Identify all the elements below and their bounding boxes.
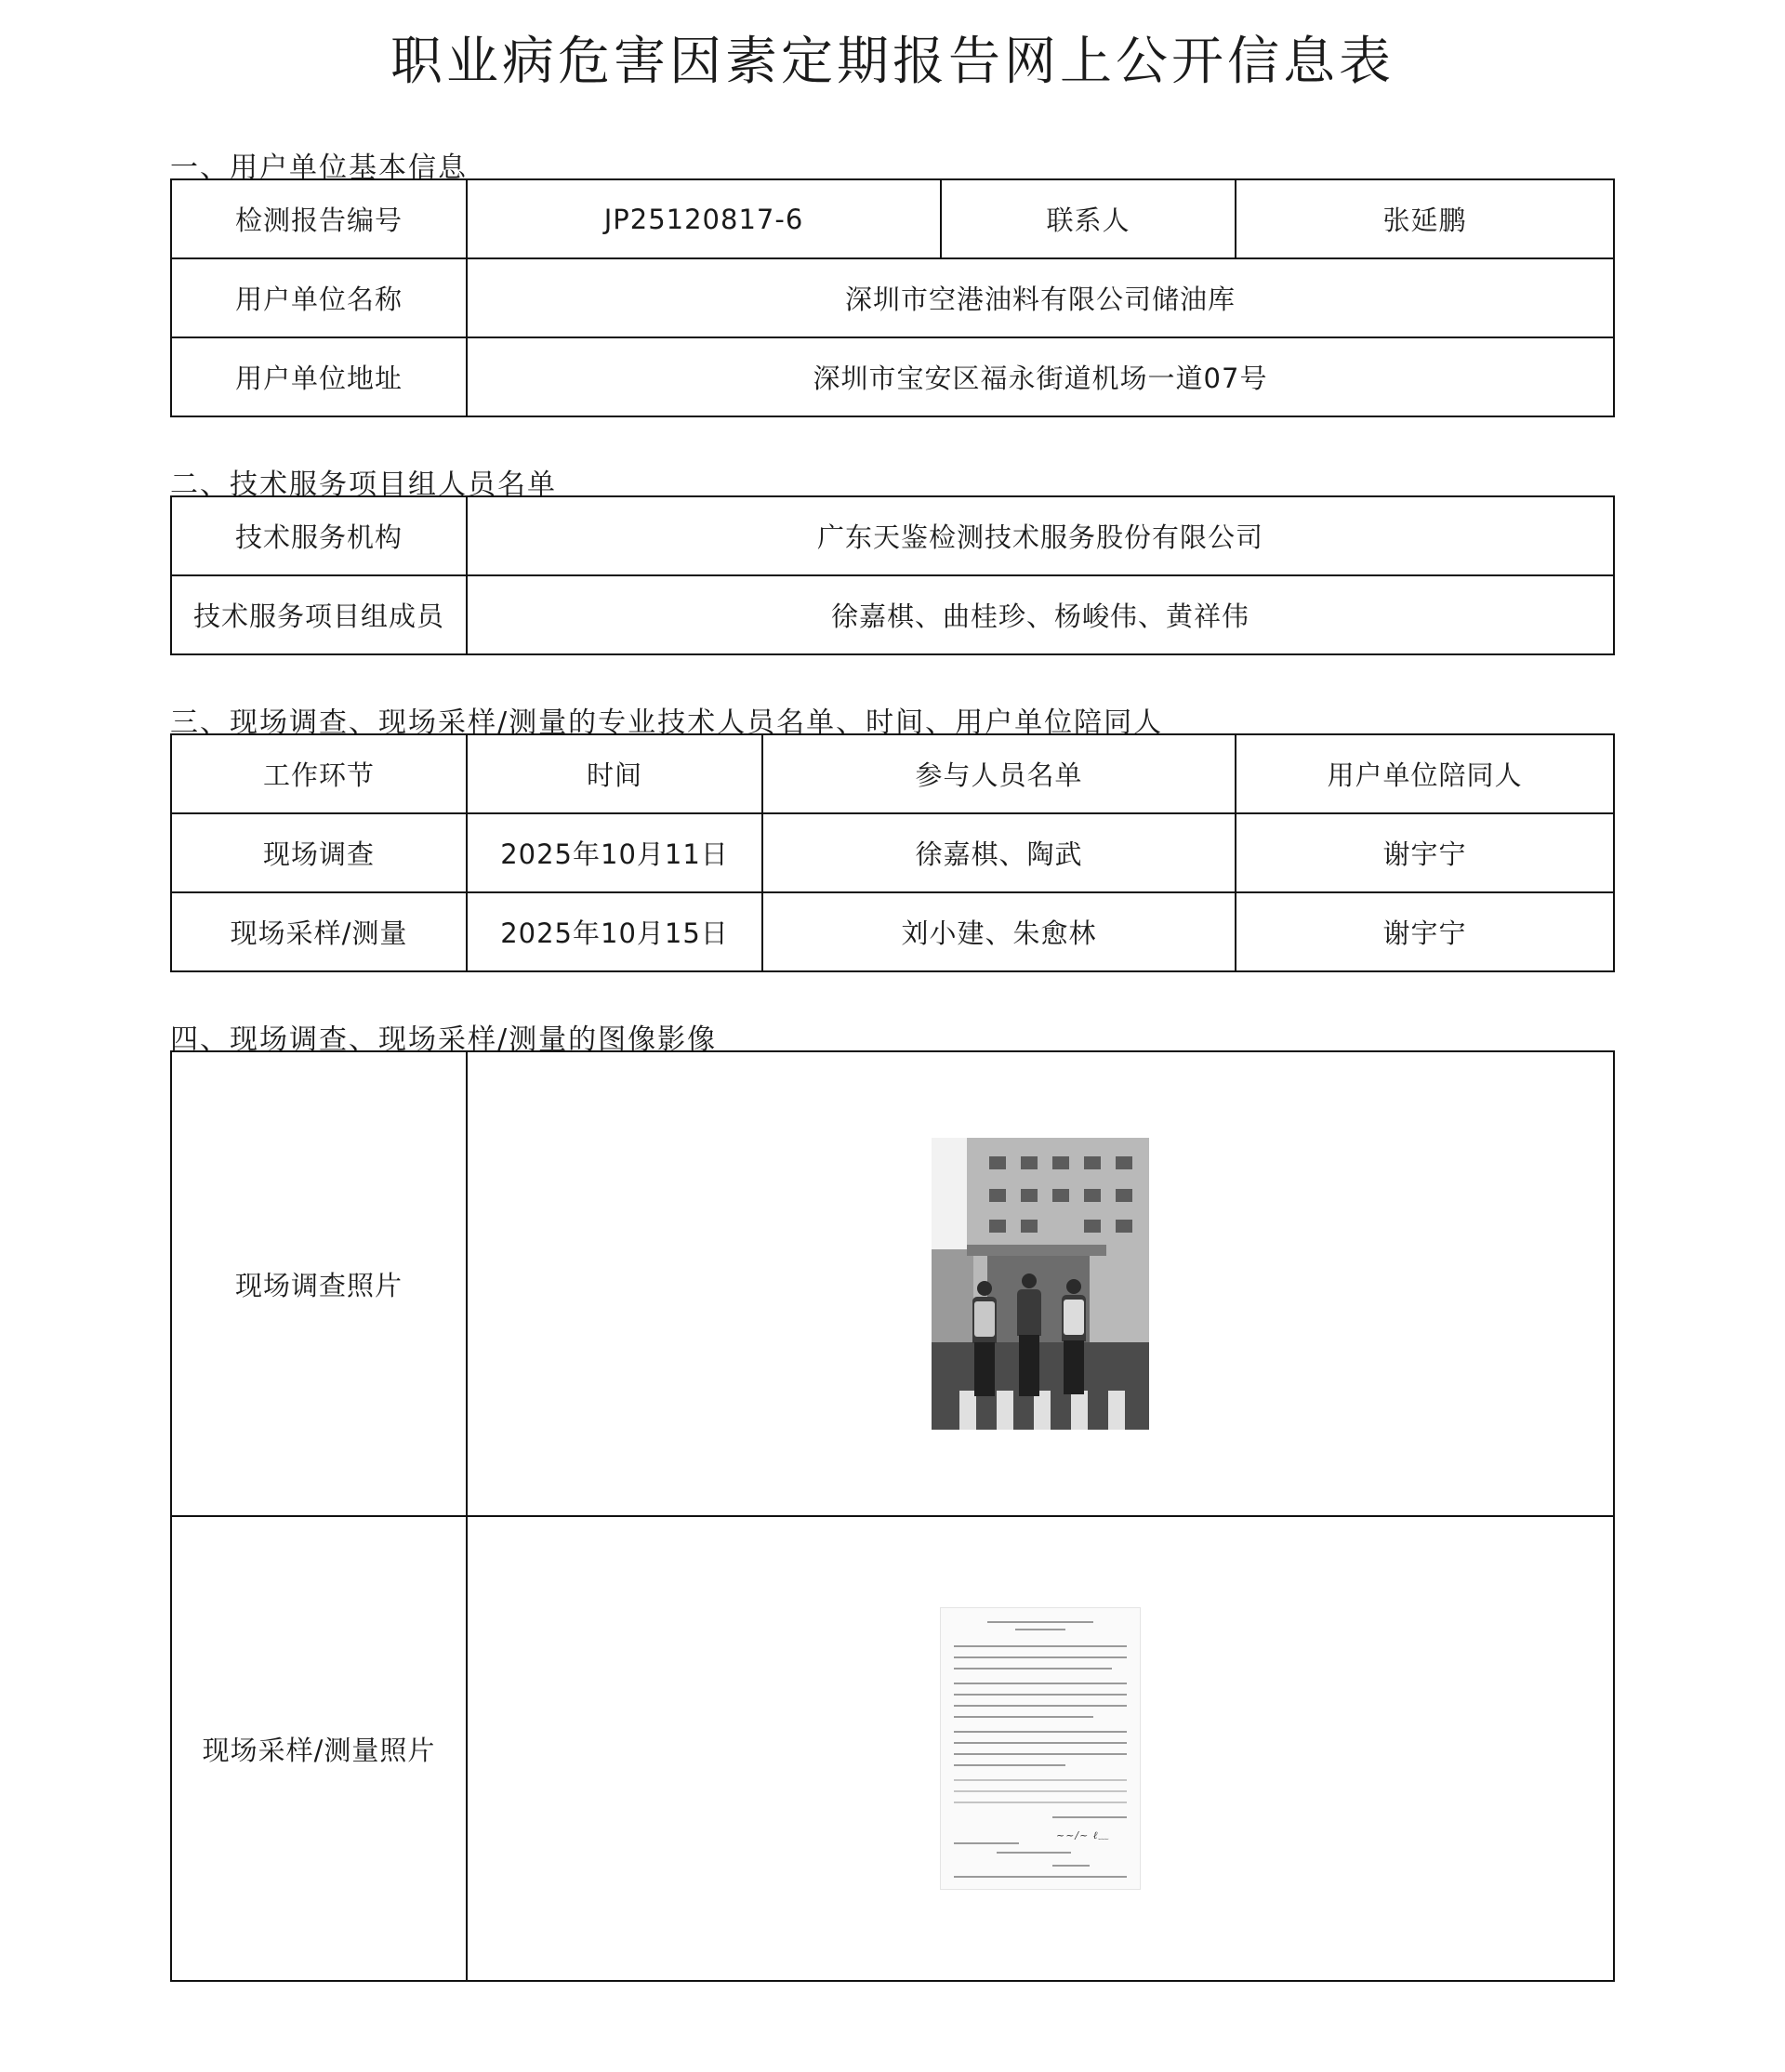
table-cell: 现场调查	[171, 813, 467, 892]
table-cell: 2025年10月11日	[467, 813, 762, 892]
column-header: 参与人员名单	[762, 734, 1236, 813]
table-row	[171, 258, 1614, 337]
unit-address-value: 深圳市宝安区福永街道机场一道07号	[467, 337, 1614, 416]
org-label: 技术服务机构	[171, 496, 467, 575]
field-work-table	[170, 733, 1615, 972]
site-survey-photo	[932, 1138, 1149, 1430]
table-header-row	[171, 734, 1614, 813]
photo-table	[170, 1050, 1615, 1982]
sampling-document-photo: ~~∕~ ℓ﹏	[940, 1607, 1141, 1890]
table-cell: 现场采样/测量	[171, 892, 467, 971]
section-1-heading: 一、用户单位基本信息	[170, 152, 468, 184]
page-title: 职业病危害因素定期报告网上公开信息表	[390, 32, 1395, 92]
section-2-heading: 二、技术服务项目组人员名单	[170, 469, 557, 501]
table-cell: 徐嘉棋、陶武	[762, 813, 1236, 892]
unit-info-table	[170, 178, 1615, 417]
table-row	[171, 1516, 1614, 1981]
table-cell: 谢宇宁	[1236, 892, 1614, 971]
column-header: 工作环节	[171, 734, 467, 813]
table-row	[171, 337, 1614, 416]
org-value: 广东天鉴检测技术服务股份有限公司	[467, 496, 1614, 575]
table-row	[171, 892, 1614, 971]
section-4-heading: 四、现场调查、现场采样/测量的图像影像	[170, 1023, 718, 1056]
column-header: 用户单位陪同人	[1236, 734, 1614, 813]
table-row	[171, 1051, 1614, 1516]
table-row	[171, 575, 1614, 654]
table-row	[171, 179, 1614, 258]
table-cell: 2025年10月15日	[467, 892, 762, 971]
survey-photo-cell	[467, 1051, 1614, 1516]
report-no-label: 检测报告编号	[171, 179, 467, 258]
table-cell: 谢宇宁	[1236, 813, 1614, 892]
report-no-value: JP25120817-6	[467, 179, 941, 258]
table-row	[171, 813, 1614, 892]
unit-name-label: 用户单位名称	[171, 258, 467, 337]
section-3-heading: 三、现场调查、现场采样/测量的专业技术人员名单、时间、用户单位陪同人	[170, 706, 1164, 739]
contact-value: 张延鹏	[1236, 179, 1614, 258]
table-row	[171, 496, 1614, 575]
unit-name-value: 深圳市空港油料有限公司储油库	[467, 258, 1614, 337]
tech-service-table	[170, 495, 1615, 655]
contact-label: 联系人	[941, 179, 1236, 258]
table-cell: 刘小建、朱愈林	[762, 892, 1236, 971]
column-header: 时间	[467, 734, 762, 813]
sampling-photo-cell	[467, 1516, 1614, 1981]
unit-address-label: 用户单位地址	[171, 337, 467, 416]
members-value: 徐嘉棋、曲桂珍、杨峻伟、黄祥伟	[467, 575, 1614, 654]
members-label: 技术服务项目组成员	[171, 575, 467, 654]
survey-photo-label: 现场调查照片	[171, 1051, 467, 1516]
sampling-photo-label: 现场采样/测量照片	[171, 1516, 467, 1981]
